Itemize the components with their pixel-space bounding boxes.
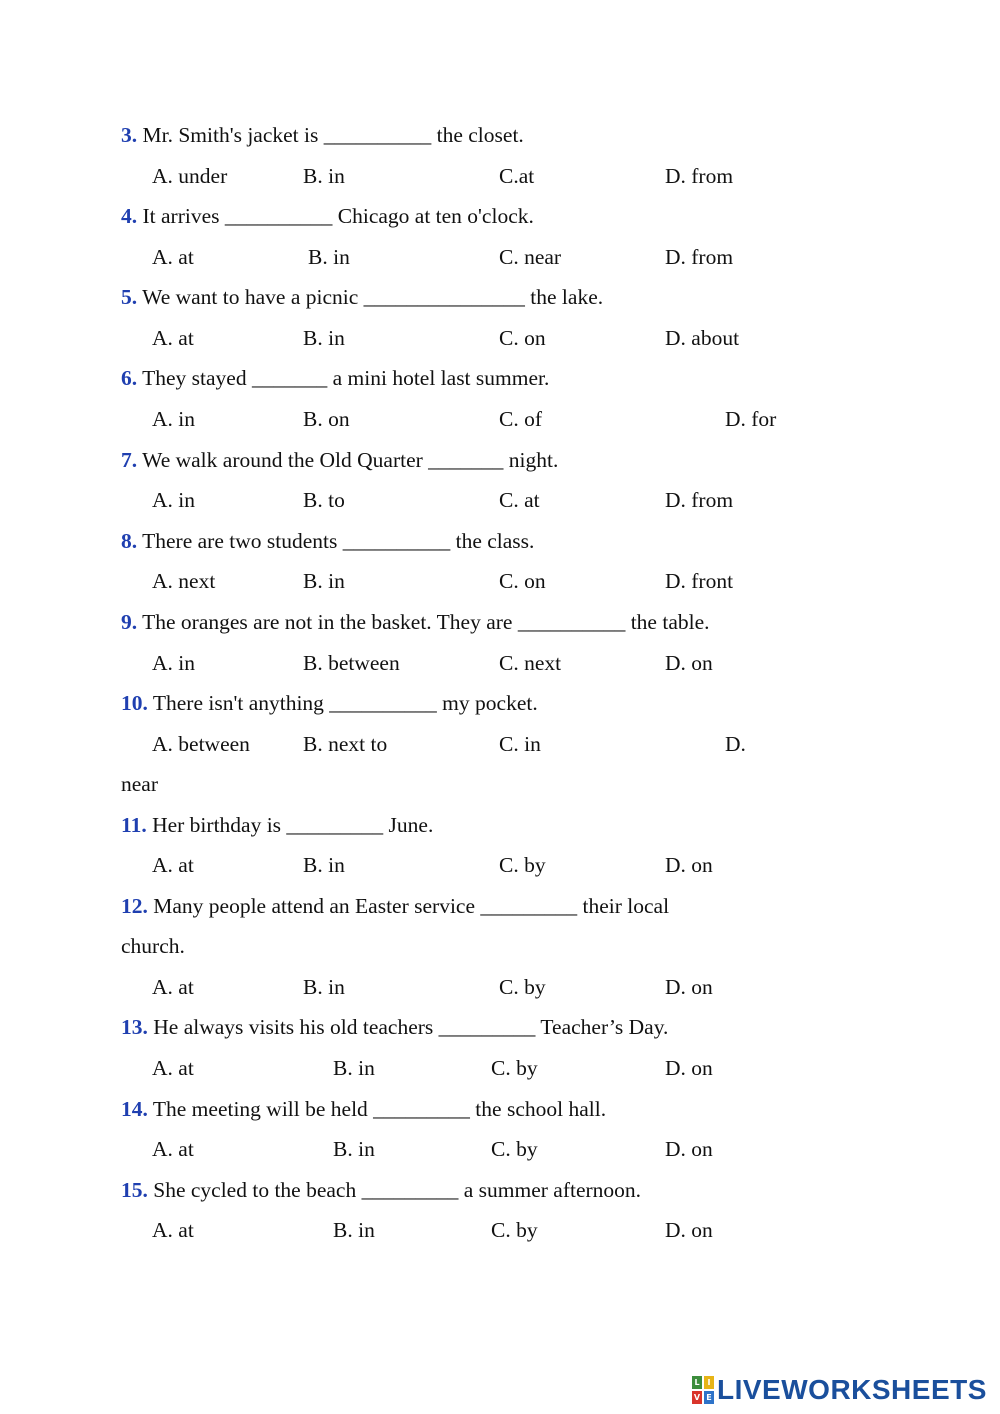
option-d[interactable]: D. about (665, 326, 740, 350)
option-b[interactable]: B. in (303, 975, 345, 999)
option-d[interactable]: D. from (665, 245, 734, 269)
option-d[interactable]: D. on (665, 1218, 713, 1242)
question-3 (121, 125, 524, 147)
question-text: There isn't anything __________ my pocket. (152, 691, 538, 715)
option-a[interactable]: A. at (152, 1137, 194, 1161)
question-12 (121, 896, 669, 918)
option-b[interactable]: B. next to (303, 732, 388, 756)
option-b[interactable]: B. in (333, 1137, 375, 1161)
liveworksheets-logo[interactable] (692, 1375, 987, 1405)
question-text: They stayed _______ a mini hotel last summer. (142, 366, 550, 390)
option-b[interactable]: B. in (303, 326, 345, 350)
option-d[interactable]: D. from (665, 164, 734, 188)
option-b[interactable]: B. to (303, 488, 345, 512)
option-a[interactable]: A. next (152, 569, 216, 593)
option-a[interactable]: A. at (152, 1218, 194, 1242)
question-8 (121, 531, 534, 553)
option-a[interactable]: A. in (152, 407, 195, 431)
question-13 (121, 1017, 668, 1039)
question-number: 5. (121, 285, 138, 309)
option-c[interactable]: C. by (491, 1056, 538, 1080)
option-b[interactable]: B. on (303, 407, 350, 431)
option-a[interactable]: A. between (152, 732, 250, 756)
option-b[interactable]: B. in (333, 1218, 375, 1242)
question-number: 4. (121, 204, 138, 228)
question-number: 9. (121, 610, 138, 634)
question-number: 12. (121, 894, 148, 918)
question-text: There are two students __________ the class. (142, 529, 535, 553)
option-c[interactable]: C.at (499, 164, 535, 188)
option-c[interactable]: C. at (499, 488, 540, 512)
question-number: 7. (121, 448, 138, 472)
option-c[interactable]: C. on (499, 569, 546, 593)
question-7 (121, 450, 558, 472)
option-d[interactable]: D. (725, 732, 746, 756)
option-a[interactable]: A. at (152, 853, 194, 877)
option-b[interactable]: B. between (303, 651, 400, 675)
logo-square-e: E (704, 1391, 714, 1404)
option-c[interactable]: C. of (499, 407, 542, 431)
logo-square-v: V (693, 1393, 701, 1402)
question-number: 8. (121, 529, 138, 553)
question-number: 6. (121, 366, 138, 390)
option-d[interactable]: D. on (665, 651, 713, 675)
question-number: 11. (121, 813, 147, 837)
option-d[interactable]: D. on (665, 975, 713, 999)
question-text: The oranges are not in the basket. They are __________ the table. (142, 610, 710, 634)
question-text: We walk around the Old Quarter _______ night. (142, 448, 559, 472)
option-a[interactable]: A. at (152, 1056, 194, 1080)
option-b[interactable]: B. in (303, 164, 345, 188)
question-text: Mr. Smith's jacket is __________ the closet. (142, 123, 524, 147)
question-4 (121, 206, 534, 228)
question-14 (121, 1099, 606, 1121)
question-11 (121, 815, 433, 837)
option-c[interactable]: C. by (499, 853, 546, 877)
option-d[interactable]: D. for (725, 407, 777, 431)
question-text: It arrives __________ Chicago at ten o'clock. (142, 204, 534, 228)
question-text: Her birthday is _________ June. (152, 813, 434, 837)
question-text: He always visits his old teachers _________ Teacher’s Day. (153, 1015, 669, 1039)
option-a[interactable]: A. at (152, 326, 194, 350)
option-c[interactable]: C. by (491, 1137, 538, 1161)
question-number: 15. (121, 1178, 148, 1202)
question-text: Many people attend an Easter service _________ their local (153, 894, 670, 918)
option-d[interactable]: D. on (665, 1056, 713, 1080)
logo-icon (692, 1376, 714, 1404)
option-d[interactable]: D. on (665, 1137, 713, 1161)
option-d-wrap[interactable]: near (121, 772, 158, 796)
question-10 (121, 693, 538, 715)
question-text-wrap: church. (121, 934, 185, 958)
question-5 (121, 287, 603, 309)
logo-text: LIVEWORKSHEETS (717, 1374, 987, 1405)
question-9 (121, 612, 710, 634)
question-number: 3. (121, 123, 138, 147)
option-d[interactable]: D. on (665, 853, 713, 877)
question-15 (121, 1180, 641, 1202)
option-b[interactable]: B. in (308, 245, 350, 269)
option-a[interactable]: A. at (152, 975, 194, 999)
option-c[interactable]: C. by (499, 975, 546, 999)
question-6 (121, 368, 549, 390)
option-a[interactable]: A. at (152, 245, 194, 269)
question-number: 14. (121, 1097, 148, 1121)
question-number: 10. (121, 691, 148, 715)
option-a[interactable]: A. in (152, 488, 195, 512)
option-d[interactable]: D. from (665, 488, 734, 512)
question-text: The meeting will be held _________ the school hall. (152, 1097, 607, 1121)
option-b[interactable]: B. in (303, 853, 345, 877)
option-a[interactable]: A. in (152, 651, 195, 675)
option-c[interactable]: C. near (499, 245, 562, 269)
option-b[interactable]: B. in (303, 569, 345, 593)
logo-square-i: I (704, 1376, 714, 1389)
option-a[interactable]: A. under (152, 164, 228, 188)
option-c[interactable]: C. in (499, 732, 541, 756)
option-c[interactable]: C. on (499, 326, 546, 350)
question-text: She cycled to the beach _________ a summer afternoon. (153, 1178, 642, 1202)
option-c[interactable]: C. by (491, 1218, 538, 1242)
option-d[interactable]: D. front (665, 569, 734, 593)
option-c[interactable]: C. next (499, 651, 562, 675)
logo-square-l: L (692, 1376, 702, 1389)
question-number: 13. (121, 1015, 148, 1039)
question-text: We want to have a picnic _______________ the lake. (142, 285, 604, 309)
option-b[interactable]: B. in (333, 1056, 375, 1080)
